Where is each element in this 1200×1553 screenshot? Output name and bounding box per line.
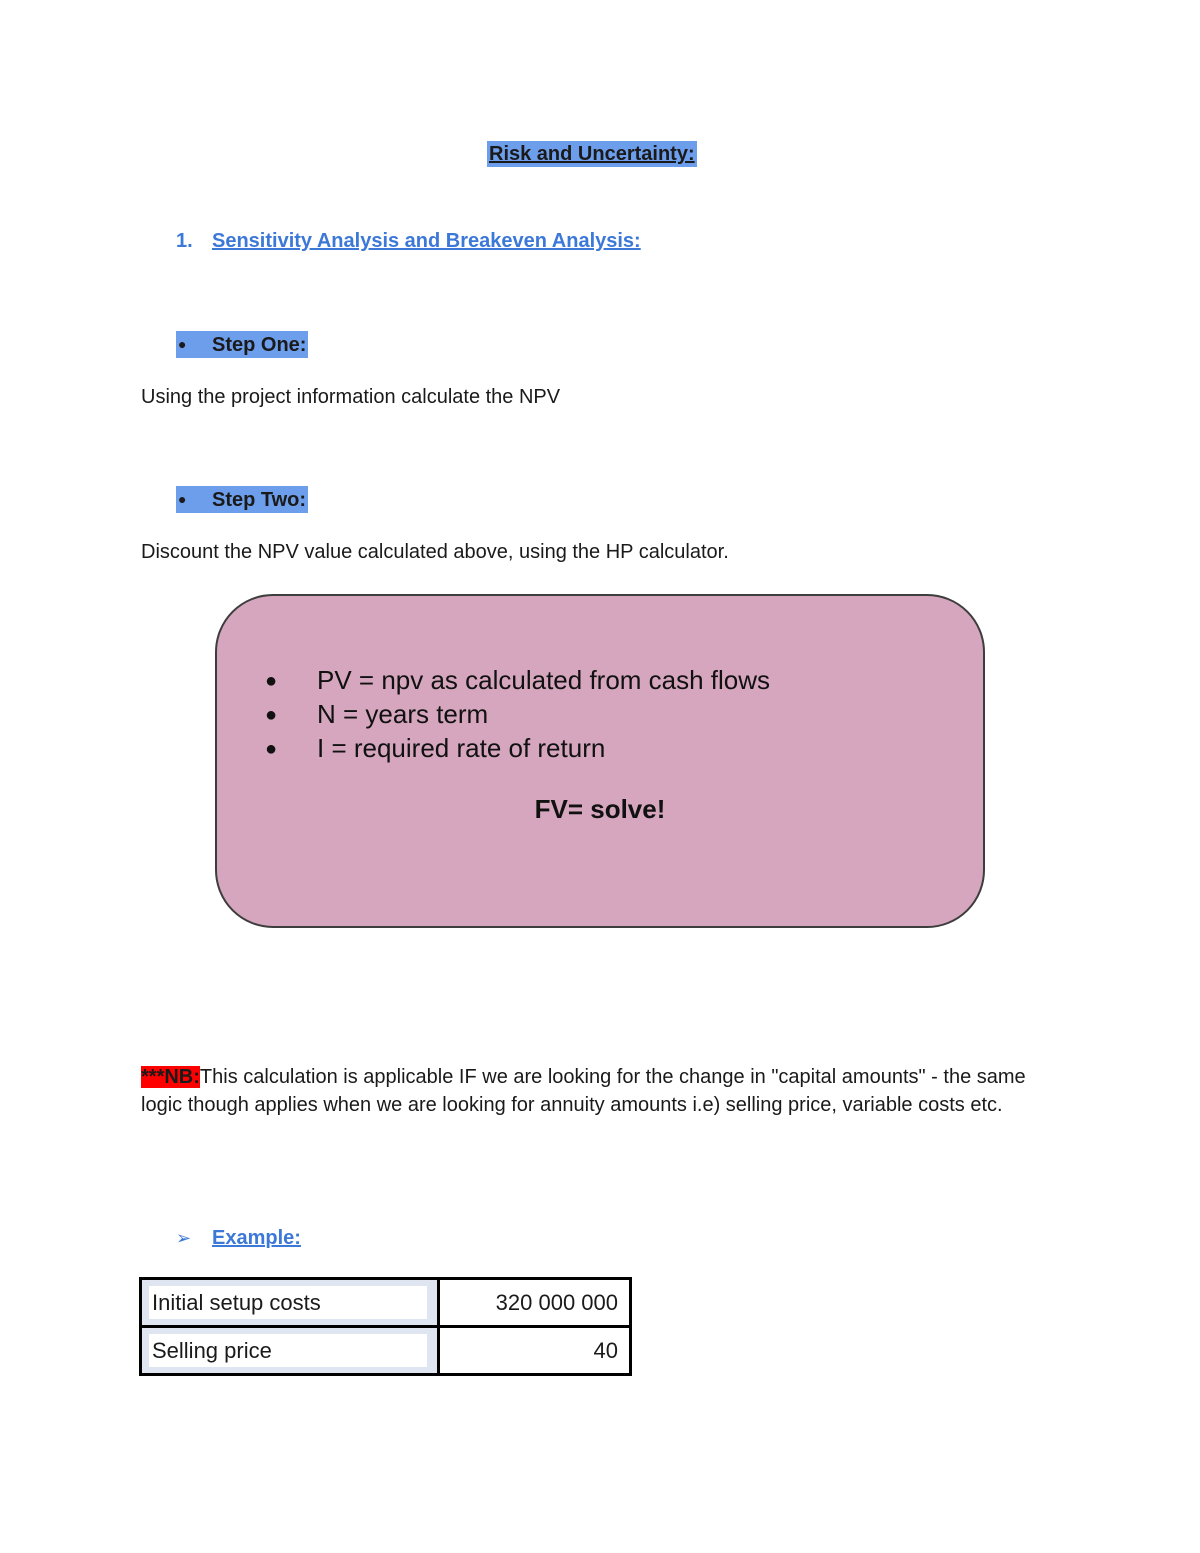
table-row: [141, 1327, 631, 1375]
step-one-description: Using the project information calculate the NPV: [141, 386, 561, 408]
table-cell-value: 40: [439, 1327, 631, 1375]
table-cell-label: [141, 1279, 439, 1327]
section-heading-text: Sensitivity Analysis and Breakeven Analysis:: [212, 230, 641, 252]
bullet-icon: ●: [178, 336, 187, 352]
formula-callout-box: [215, 594, 985, 928]
step-two-description: Discount the NPV value calculated above, using the HP calculator.: [141, 541, 729, 563]
bullet-icon: ●: [265, 670, 278, 692]
formula-item-text: N = years term: [317, 699, 489, 729]
bullet-icon: ●: [265, 738, 278, 760]
formula-item: [265, 732, 770, 766]
example-heading-text: Example:: [212, 1227, 301, 1249]
example-heading: [176, 1225, 301, 1251]
page-title: Risk and Uncertainty:: [489, 143, 695, 165]
formula-item: [265, 664, 770, 698]
formula-item-text: PV = npv as calculated from cash flows: [317, 665, 771, 695]
example-table: [139, 1277, 632, 1376]
formula-item: [265, 698, 770, 732]
table-cell-label: [141, 1327, 439, 1375]
step-one-text: Step One:: [212, 334, 307, 356]
step-two-label: [176, 486, 308, 513]
table-label-text: Initial setup costs: [149, 1286, 427, 1319]
bullet-icon: ●: [265, 704, 278, 726]
formula-item-text: I = required rate of return: [317, 733, 606, 763]
section-number: 1.: [176, 230, 193, 252]
bullet-icon: ●: [178, 491, 187, 507]
arrow-bullet-icon: ➢: [176, 1228, 192, 1248]
table-cell-value: 320 000 000: [439, 1279, 631, 1327]
formula-list: [265, 664, 770, 766]
note-tag: ***NB:: [141, 1066, 200, 1088]
table-label-text: Selling price: [149, 1334, 427, 1367]
formula-result: FV= solve!: [534, 794, 666, 824]
step-two-text: Step Two:: [212, 489, 307, 511]
step-one-label: [176, 331, 308, 358]
note-text: This calculation is applicable IF we are looking for the change in "capital amounts" - the same logic though applies when we are looking for annuity amounts i.e) selling price, variable costs etc.: [141, 1066, 1026, 1116]
note-paragraph: [141, 1063, 1061, 1119]
table-row: [141, 1279, 631, 1327]
section-heading: [176, 228, 641, 254]
